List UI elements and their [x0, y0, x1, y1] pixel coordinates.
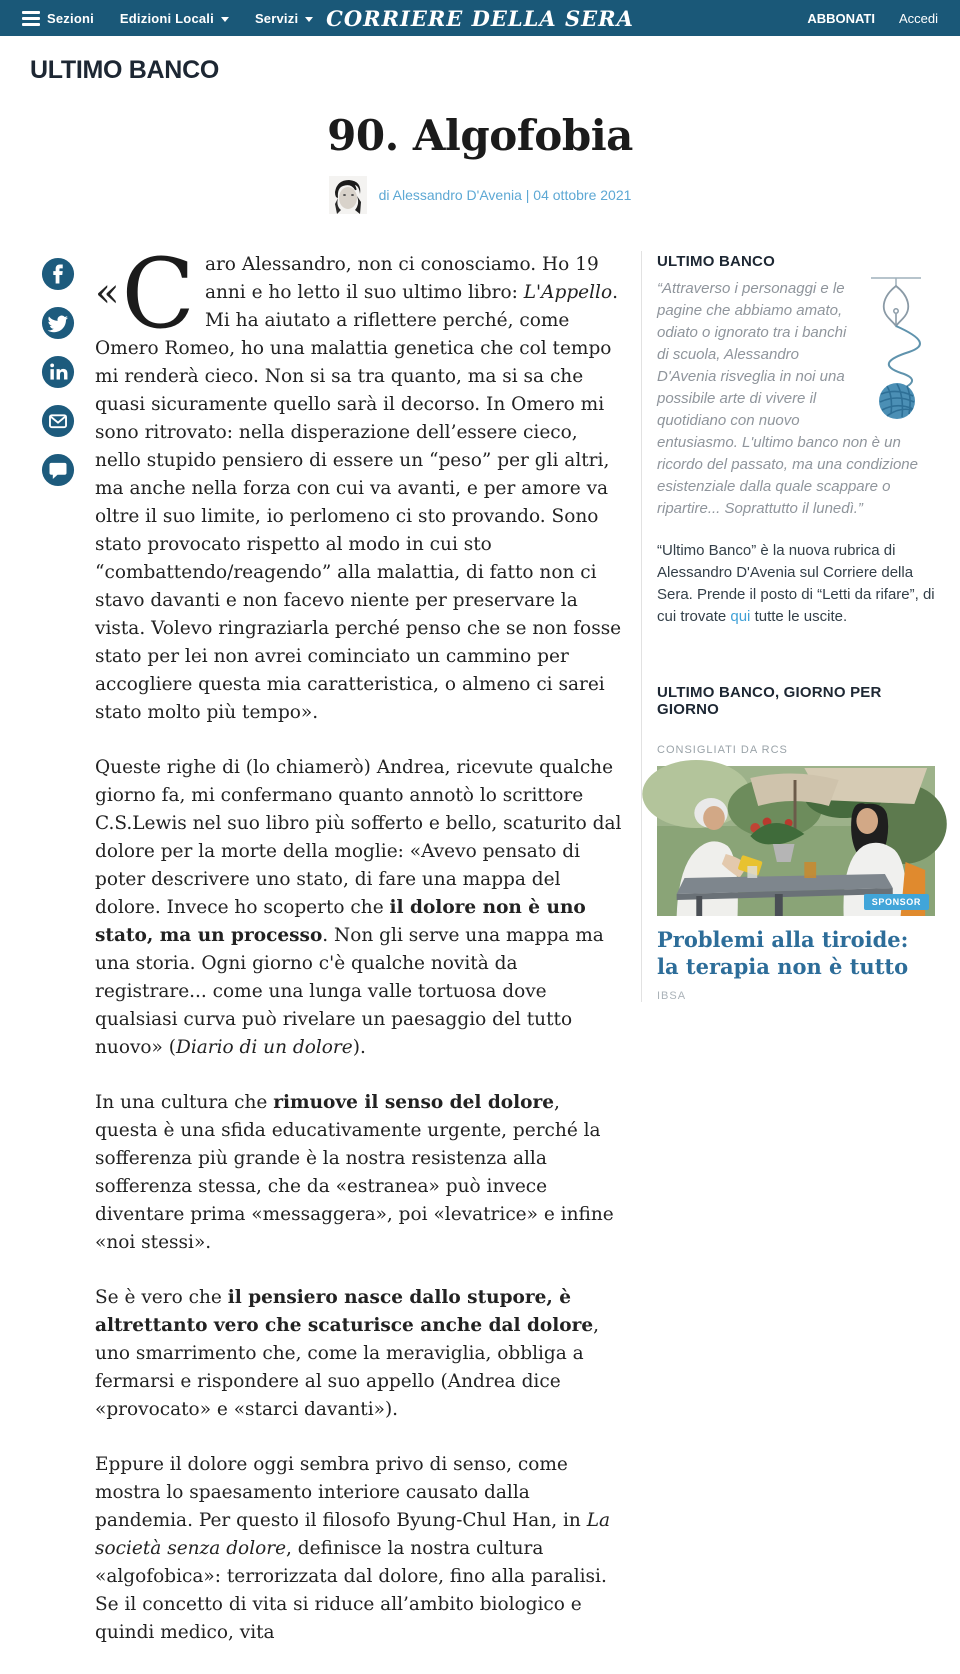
sponsored-image[interactable] — [657, 766, 935, 916]
sidebar-widget-quote: “Attraverso i personaggi e le pagine che abbiamo amato, odiato o ignorato tra i banchi di scuola, Alessandro D'Avenia risveglia in noi una possibile arte di vivere il quotidiano con nuovo entusiasmo. L'ultimo banco non è un ricordo del passato, ma una condizione esistenziale dalla quale scappare o ripartire... Soprattutto il lunedì.” — [657, 280, 918, 517]
login-button[interactable]: Accedi — [898, 10, 938, 26]
linkedin-share-icon[interactable] — [41, 355, 75, 389]
article-body — [95, 238, 623, 1674]
sections-label: Sezioni — [47, 10, 94, 26]
social-share-rail — [25, 251, 95, 487]
sidebar-about-text: “Ultimo Banco” è la nuova rubrica di Alessandro D'Avenia sul Corriere della Sera. Prende il posto di “Letti da rifare”, di cui trovate qui tutte le uscite. — [657, 542, 935, 625]
pen-and-yarn-icon — [857, 274, 935, 422]
author-avatar[interactable] — [329, 176, 367, 214]
services-dropdown[interactable] — [255, 11, 313, 26]
chevron-down-icon — [305, 17, 313, 22]
sections-menu-button[interactable] — [22, 11, 94, 26]
series-heading: ULTIMO BANCO, GIORNO PER GIORNO — [657, 684, 882, 718]
article-paragraph: Se è vero che il pensiero nasce dallo stupore, è altrettanto vero che scaturisce anche dal dolore, uno smarrimento che, come la meraviglia, obbliga a fermarsi e rispondere al suo appello (Andrea dice «provocato» e «starci davanti»). — [95, 1287, 600, 1420]
local-editions-label: Edizioni Locali — [119, 10, 214, 26]
byline-author-date[interactable]: di Alessandro D'Avenia | 04 ottobre 2021 — [378, 187, 632, 203]
article-paragraph: In una cultura che rimuove il senso del dolore, questa è una sfida educativamente urgente, perché la sofferenza più grande è la nostra resistenza alla sofferenza stessa, che da «estranea» può invece diventare prima «messaggera», poi «levatrice» e infine «noi stessi». — [95, 1092, 614, 1253]
sponsor-badge: SPONSOR — [864, 894, 929, 910]
article-paragraph: Eppure il dolore oggi sembra privo di senso, come mostra lo spaesamento interiore causato dalla pandemia. Per questo il filosofo Byung-Chul Han, in La società senza dolore, definisce la nostra cultura «algofobica»: terrorizzata dal dolore, fino alla paralisi. Se il concetto di vita si riduce all’ambito biologico e quindi medico, vita — [95, 1454, 611, 1643]
masthead-logo[interactable]: CORRIERE DELLA SERA — [326, 5, 634, 31]
sponsored-source: IBSA — [657, 990, 687, 1002]
recommended-label: CONSIGLIATI DA RCS — [657, 744, 788, 756]
facebook-share-icon[interactable] — [41, 257, 75, 291]
local-editions-dropdown[interactable] — [120, 11, 229, 26]
services-label: Servizi — [254, 10, 299, 26]
sidebar-widget-title: ULTIMO BANCO — [657, 253, 775, 270]
top-navbar — [0, 0, 960, 36]
comments-icon[interactable] — [41, 453, 75, 487]
hamburger-icon — [22, 11, 40, 26]
sponsored-link-title[interactable]: Problemi alla tiroide: la terapia non è tutto — [657, 927, 909, 979]
article-paragraph: Queste righe di (lo chiamerò) Andrea, ricevute qualche giorno fa, mi confermano quanto annotò lo scrittore C.S.Lewis nel suo libro più sofferto e bello, scaturito dal dolore per la morte della moglie: «Avevo pensato di poter descrivere uno stato, di fare una mappa del dolore. Invece ho scoperto che il dolore non è uno stato, ma un processo. Non gli serve una mappa ma una storia. Ogni giorno c'è qualche novità da registrare... come una lunga valle tortuosa dove qualsiasi curva può rivelare un paesaggio del tutto nuovo» (Diario di un dolore). — [95, 757, 622, 1058]
twitter-share-icon[interactable] — [41, 306, 75, 340]
sponsored-card — [657, 766, 935, 1002]
sidebar — [641, 251, 935, 1002]
email-share-icon[interactable] — [41, 404, 75, 438]
article-title: 90. Algofobia — [327, 111, 633, 160]
subscribe-button[interactable]: ABBONATI — [807, 10, 875, 26]
section-title: ULTIMO BANCO — [30, 56, 219, 84]
byline — [329, 176, 632, 214]
dropcap: « C — [95, 238, 195, 350]
inline-link[interactable]: qui — [730, 608, 751, 625]
article-paragraph: « C aro Alessandro, non ci conosciamo. Ho 19 anni e ho letto il suo ultimo libro: L'Appello. Mi ha aiutato a riflettere perché, come Omero Romeo, ho una malattia genetica che col tempo mi renderà cieco. Non si sa tra quanto, ma si sa che quasi sicuramente quello sarà il decorso. In Omero mi sono ritrovato: nella disperazione dell’essere cieco, nello stupido pensiero di essere un “peso” per gli altri, ma anche nella forza con cui va avanti, e per amore va oltre il suo limite, io perlomeno ci sto provando. Sono stato provocato rispetto al modo in cui sto “combattendo/reagendo” alla malattia, di fatto non ci stavo davanti e non facevo niente per preservare la vista. Volevo ringraziarla perché penso che se non fosse stato per lei non avrei cominciato un cammino per accogliere questa mia caratteristica, o almeno ci sarei stato molto più tempo». — [95, 238, 622, 723]
chevron-down-icon — [221, 17, 229, 22]
